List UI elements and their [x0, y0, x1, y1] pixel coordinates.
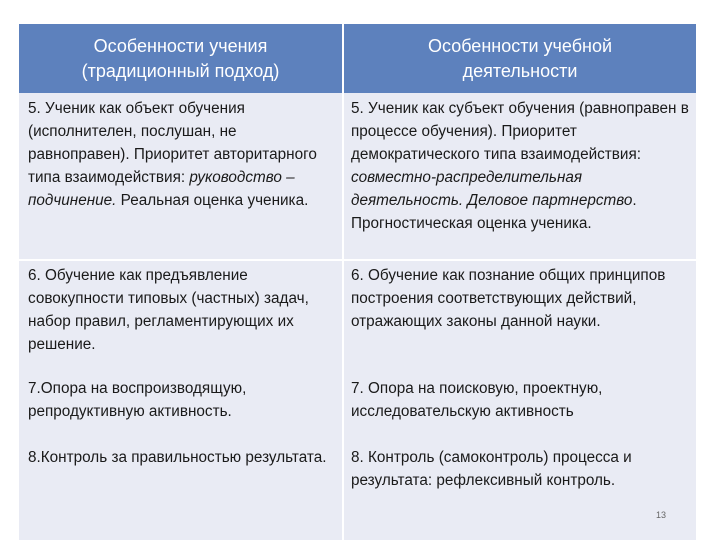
row7-right: 7. Опора на поисковую, проектную, исследовательскую активность: [351, 380, 603, 420]
row-divider: [19, 259, 696, 261]
row7-left: 7.Опора на воспроизводящую, репродуктивную активность.: [28, 380, 247, 420]
header-learning-activity: Особенности учебной деятельности: [427, 35, 613, 81]
row6-right: 6. Обучение как познание общих принципов построения соответствующих действий, отражающих законы данной науки.: [351, 267, 666, 330]
row8-left: 8.Контроль за правильностью результата.: [28, 449, 327, 466]
row6-left: 6. Обучение как предъявление совокупности типовых (частных) задач, набор правил, регламентирующих их решение.: [28, 267, 309, 353]
row5-left: 5. Ученик как объект обучения (исполнителен, послушан, не равноправен). Приоритет авторитарного типа взаимодействия: руководство – подчинение. Реальная оценка ученика.: [28, 100, 317, 209]
page-number: 13: [655, 510, 666, 520]
header-traditional: Особенности учения (традиционный подход): [81, 35, 280, 81]
row8-right: 8. Контроль (самоконтроль) процесса и результата: рефлексивный контроль.: [351, 449, 632, 489]
comparison-table: [18, 24, 696, 540]
table-header: [19, 24, 696, 93]
column-divider: [342, 24, 344, 540]
row5-right: 5. Ученик как субъект обучения (равноправен в процессе обучения). Приоритет демократического типа взаимодействия: совместно-распределительная деятельность. Деловое партнерство. Прогностическая оценка ученика.: [351, 100, 689, 232]
